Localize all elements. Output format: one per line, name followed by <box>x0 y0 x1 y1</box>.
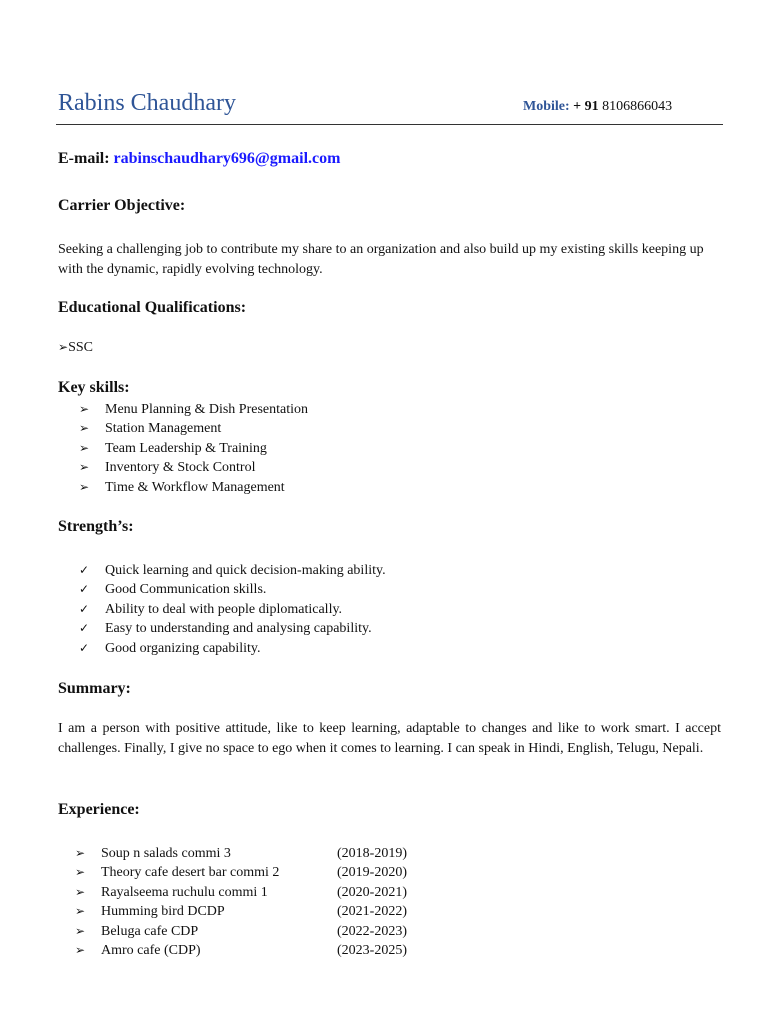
arrowhead-bullet-icon: ➢ <box>58 340 69 354</box>
mobile-line <box>523 99 672 115</box>
skill-label: Team Leadership & Training <box>105 440 267 456</box>
checkmark-bullet-icon: ✓ <box>79 563 90 577</box>
arrowhead-bullet-icon: ➢ <box>79 402 90 416</box>
arrowhead-bullet-icon: ➢ <box>79 479 90 494</box>
experience-role: Rayalseema ruchulu commi 1 <box>101 884 268 900</box>
education-item <box>58 340 93 356</box>
arrowhead-bullet-icon: ➢ <box>75 942 86 957</box>
objective-text: Seeking a challenging job to contribute my share to an organization and also build up my existing skills keeping up with the dynamic, rapidly evolving technology. <box>58 242 704 277</box>
experience-role: Humming bird DCDP <box>101 904 225 920</box>
arrowhead-bullet-icon: ➢ <box>79 440 90 455</box>
objective-heading: Carrier Objective: <box>58 197 186 214</box>
experience-years: (2022-2023) <box>337 923 407 939</box>
mobile-country-code: + 91 <box>573 99 599 114</box>
skills-heading: Key skills: <box>58 379 130 396</box>
arrowhead-bullet-icon: ➢ <box>75 884 86 899</box>
checkmark-bullet-icon: ✓ <box>79 601 90 616</box>
education-heading: Educational Qualifications: <box>58 299 247 316</box>
experience-years: (2020-2021) <box>337 884 407 900</box>
education-item-label: SSC <box>68 340 93 355</box>
strength-label: Ability to deal with people diplomatically. <box>105 601 343 617</box>
checkmark-bullet-icon: ✓ <box>79 582 90 597</box>
summary-text: I am a person with positive attitude, like to keep learning, adaptable to changes and like to work smart. I accept challenges. Finally, I give no space to ego when it comes to learning. I can speak in Hindi, English, Telugu, Nepali. <box>58 721 721 756</box>
mobile-number: 8106866043 <box>602 99 673 114</box>
experience-role: Theory cafe desert bar commi 2 <box>101 865 280 881</box>
experience-years: (2018-2019) <box>337 846 407 861</box>
candidate-name: Rabins Chaudhary <box>58 90 236 116</box>
skill-label: Menu Planning & Dish Presentation <box>105 402 308 417</box>
skill-label: Inventory & Stock Control <box>105 460 256 476</box>
experience-role: Beluga cafe CDP <box>101 923 199 939</box>
strength-label: Easy to understanding and analysing capability. <box>105 621 372 637</box>
strength-label: Good organizing capability. <box>105 640 261 656</box>
strength-label: Good Communication skills. <box>105 582 267 598</box>
experience-heading: Experience: <box>58 801 140 818</box>
arrowhead-bullet-icon: ➢ <box>75 846 86 860</box>
experience-years: (2019-2020) <box>337 865 407 881</box>
arrowhead-bullet-icon: ➢ <box>79 460 90 475</box>
mobile-label: Mobile: <box>523 99 570 114</box>
arrowhead-bullet-icon: ➢ <box>75 865 86 880</box>
checkmark-bullet-icon: ✓ <box>79 640 90 655</box>
arrowhead-bullet-icon: ➢ <box>75 904 86 919</box>
arrowhead-bullet-icon: ➢ <box>79 421 90 436</box>
skill-label: Station Management <box>105 421 222 437</box>
experience-role: Soup n salads commi 3 <box>101 846 231 861</box>
header-divider <box>56 124 723 125</box>
summary-heading: Summary: <box>58 680 131 697</box>
experience-years: (2021-2022) <box>337 904 407 920</box>
checkmark-bullet-icon: ✓ <box>79 621 90 636</box>
strengths-heading: Strength’s: <box>58 518 134 535</box>
arrowhead-bullet-icon: ➢ <box>75 923 86 938</box>
skill-label: Time & Workflow Management <box>105 479 285 495</box>
email-line <box>58 150 340 168</box>
email-link[interactable]: rabinschaudhary696@gmail.com <box>113 150 341 167</box>
experience-role: Amro cafe (CDP) <box>101 942 201 958</box>
experience-years: (2023-2025) <box>337 942 407 958</box>
strength-label: Quick learning and quick decision-making ability. <box>105 563 386 578</box>
email-label: E-mail: <box>58 150 110 167</box>
